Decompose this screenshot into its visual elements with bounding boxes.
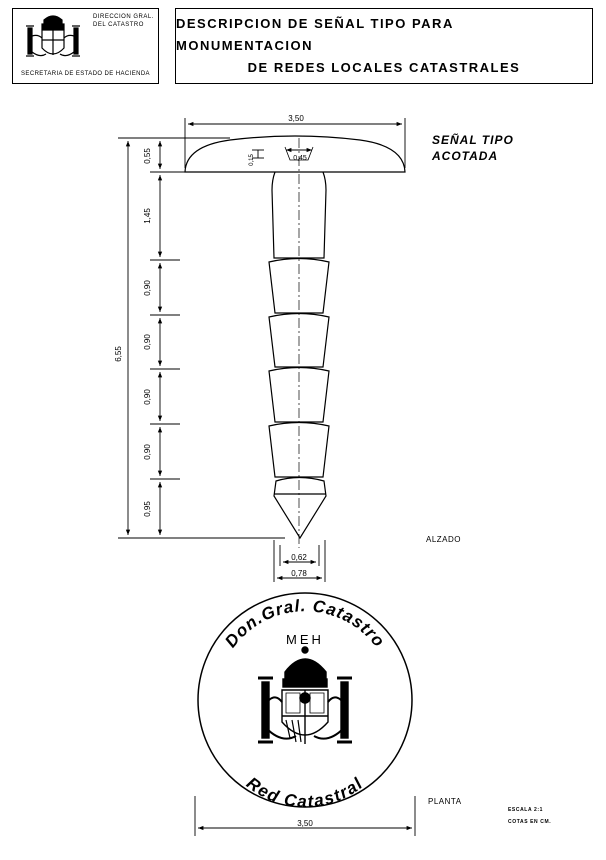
dim-segment-3: 0,90 [143, 389, 152, 405]
seal [198, 593, 412, 811]
dim-segment-1: 0,90 [143, 280, 152, 296]
dim-head-height: 0,55 [143, 148, 152, 164]
scale-label: ESCALA 2:1 [508, 807, 543, 813]
dim-head-width: 3,50 [288, 114, 304, 123]
dim-segment-2: 0,90 [143, 334, 152, 350]
signal-label-line-1: SEÑAL TIPO [432, 133, 514, 147]
dim-inner-depth: 0,15 [249, 154, 255, 166]
dim-total-height: 6,55 [114, 346, 123, 362]
signal-label-line-2: ACOTADA [432, 149, 499, 163]
signal-head [185, 136, 405, 172]
plan-label: PLANTA [428, 797, 462, 806]
elevation-label: ALZADO [426, 535, 462, 544]
units-label: COTAS EN CM. [508, 819, 552, 825]
seal-coat-of-arms-icon [258, 647, 352, 744]
seal-bottom-text: Red Catastral [243, 773, 368, 812]
dim-segment-4: 0,90 [143, 444, 152, 460]
signal-tip [274, 478, 326, 539]
dim-tip-small: 0,62 [291, 553, 307, 562]
dim-stem-upper: 1,45 [143, 208, 152, 224]
dim-plan-diameter: 3,50 [297, 819, 313, 828]
ministry-name: SECRETARIA DE ESTADO DE HACIENDA [21, 71, 150, 77]
title-line-1: DESCRIPCION DE SEÑAL TIPO PARA MONUMENTACION [176, 16, 454, 53]
agency-line-1: DIRECCION GRAL. [93, 14, 154, 20]
title-line-2: DE REDES LOCALES CATASTRALES [247, 60, 521, 75]
seal-top-text: Don.Gral. Catastro [221, 596, 389, 652]
svg-text:Red Catastral [243, 773, 367, 811]
seal-meh: MEH [286, 632, 324, 647]
dim-tip: 0,95 [143, 501, 152, 517]
dim-inner-width: 0,45 [293, 155, 307, 162]
agency-line-2: DEL CATASTRO [93, 22, 144, 28]
dim-tip-large: 0,78 [291, 569, 307, 578]
